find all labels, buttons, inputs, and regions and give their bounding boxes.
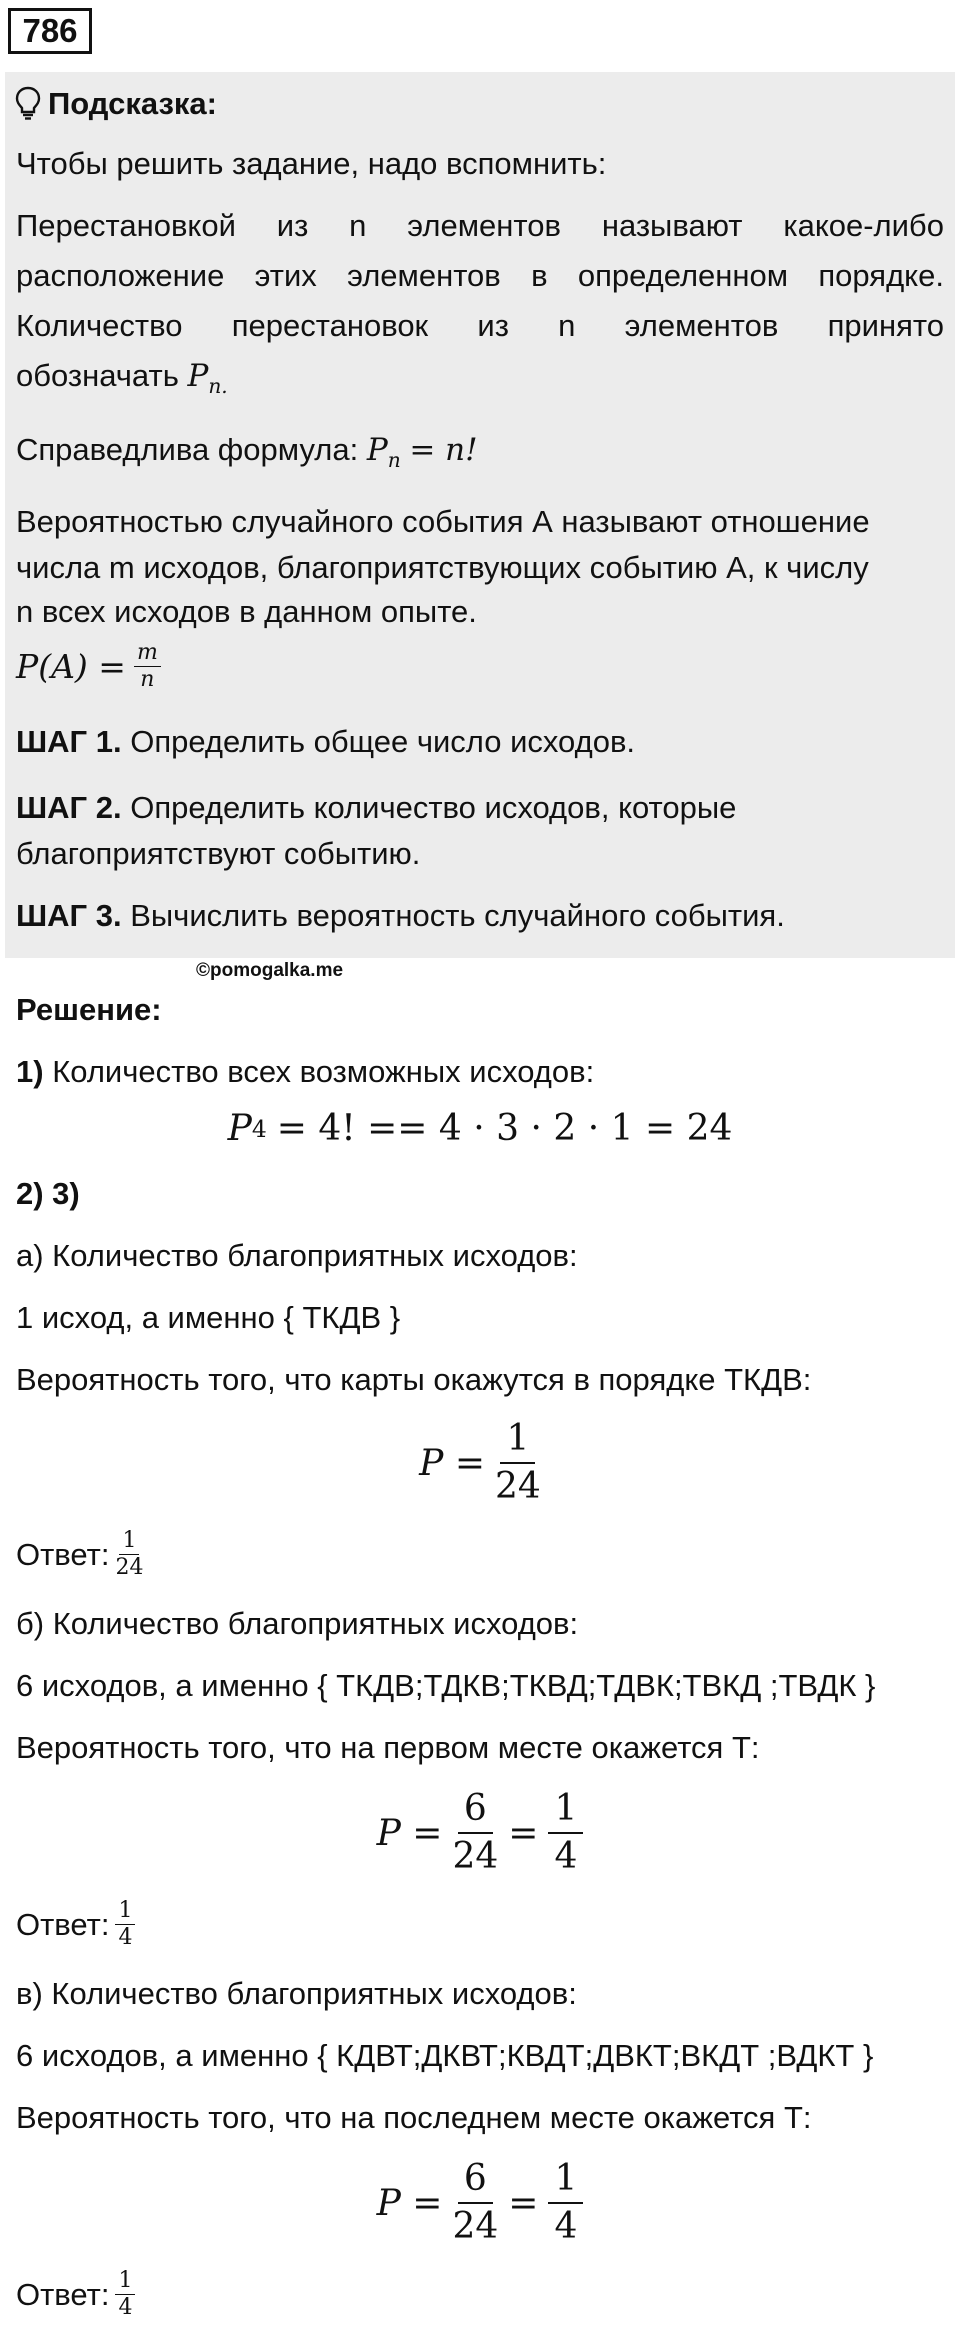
word: n [558,308,576,343]
step-label: ШАГ 3. [16,898,122,933]
word: принято [827,308,944,343]
word: определенном [577,258,789,293]
step1-formula [0,1108,960,1149]
b-formula [0,1786,960,1880]
perm-symbol-sub: n. [208,374,228,399]
lightbulb-icon [14,86,42,120]
step-text: Количество всех возможных исходов: [52,1054,595,1089]
fraction-denominator: n [140,667,155,692]
fraction-denominator: 4 [554,1836,578,1877]
b-answer [16,1898,135,1951]
word: расположение [16,258,225,293]
formula-lhs: P = [419,1442,486,1484]
hint-title: Подсказка: [48,86,217,121]
fraction [452,1786,498,1880]
b-line3: Вероятность того, что на первом месте окажется Т: [16,1730,760,1765]
fraction-numerator: 1 [548,1786,583,1834]
word: элементов [347,258,501,293]
solution-step23: 2) 3) [16,1176,80,1211]
answer-fraction [115,1528,143,1581]
hint-perm-line4 [16,354,228,408]
formula-lhs-sub: n [387,448,401,473]
step-label: ШАГ 2. [16,790,122,825]
a-line1: а) Количество благоприятных исходов: [16,1238,578,1273]
word: элементов [624,308,779,343]
fraction-denominator: 24 [115,1555,144,1580]
fraction-denominator: 24 [495,1466,541,1507]
answer-label: Ответ: [16,2276,110,2312]
answer-label: Ответ: [16,1536,110,1572]
hint-step3 [16,894,785,938]
word: из [477,308,509,343]
solution-step1 [16,1050,594,1094]
step-text: Вычислить вероятность случайного события. [130,898,785,933]
hint-prob-line2: числа m исходов, благоприятствующих событию А, к числу [16,550,869,585]
fraction-denominator: 24 [452,1836,499,1877]
hint-intro: Чтобы решить задание, надо вспомнить: [16,146,607,181]
text: обозначать [16,358,179,393]
step-text: Определить количество исходов, которые [130,790,737,825]
hint-prob-line1: Вероятностью случайного события А называют отношение [16,504,870,539]
step-label: 1) [16,1054,44,1089]
b-line1: б) Количество благоприятных исходов: [16,1606,579,1641]
hint-step2 [16,786,736,830]
word: в [531,258,548,293]
hint-perm-line3 [16,304,944,348]
a-line2: 1 исход, а именно { ТКДВ } [16,1300,401,1335]
perm-symbol: P [187,358,209,394]
c-answer [16,2268,135,2321]
hint-header [14,82,217,126]
hint-step2-cont: благоприятствуют событию. [16,836,421,871]
fraction-numerator: 6 [458,2156,493,2204]
word: элементов [407,208,561,243]
a-answer [16,1528,143,1581]
word: Количество [16,308,183,343]
word: из [276,208,309,243]
step-text: Определить общее число исходов. [130,724,636,759]
fraction-numerator: m [134,640,161,667]
b-line2: 6 исходов, а именно { ТКДВ;ТДКВ;ТКВД;ТДВК;ТВКД ;ТВДК } [16,1668,876,1703]
fraction-numerator: 6 [458,1786,493,1834]
solution-title: Решение: [16,992,162,1027]
formula-label: Справедлива формула: [16,432,359,467]
word: этих [254,258,317,293]
answer-fraction [115,1898,135,1951]
fraction [452,2156,498,2250]
formula-lhs: P = [376,2182,443,2224]
formula-lhs: P = [376,1812,443,1854]
fraction-denominator: 4 [118,2295,133,2320]
word: Перестановкой [16,208,236,243]
hint-prob-line3: n всех исходов в данном опыте. [16,594,477,629]
fraction-denominator: 24 [452,2206,499,2247]
equals-sign: = [508,1812,539,1854]
formula-sub: 4 [251,1114,267,1143]
word: какое-либо [783,208,944,243]
word: порядке. [818,258,944,293]
hint-perm-line2 [16,254,944,298]
fraction-numerator: 1 [115,2268,135,2295]
word: перестановок [231,308,429,343]
prob-formula-lhs: P(A) = [16,647,126,686]
formula-rhs: = n! [409,432,478,468]
step-label: ШАГ 1. [16,724,122,759]
hint-step1 [16,720,635,764]
answer-label: Ответ: [16,1906,110,1942]
equals-sign: = [508,2182,539,2224]
fraction-numerator: 1 [500,1416,535,1464]
fraction [548,1786,583,1880]
c-formula [0,2156,960,2250]
fraction-numerator: 1 [115,1898,135,1925]
formula-lhs: P [366,432,388,468]
hint-prob-formula [16,640,161,693]
prob-fraction [134,640,161,693]
task-number: 786 [8,8,92,54]
fraction-numerator: 1 [119,1528,139,1555]
hint-formula [16,428,478,482]
c-line2: 6 исходов, а именно { КДВТ;ДКВТ;КВДТ;ДВКТ;ВКДТ ;ВДКТ } [16,2038,874,2073]
answer-fraction [115,2268,135,2321]
fraction-denominator: 4 [554,2206,578,2247]
fraction [495,1416,541,1510]
fraction-numerator: 1 [548,2156,583,2204]
formula-p: P [227,1108,252,1149]
c-line1: в) Количество благоприятных исходов: [16,1976,577,2011]
fraction [548,2156,583,2250]
a-formula [0,1416,960,1510]
c-line3: Вероятность того, что на последнем месте окажется Т: [16,2100,812,2135]
formula-rest: = 4! == 4 · 3 · 2 · 1 = 24 [276,1108,733,1149]
fraction-denominator: 4 [118,1925,133,1950]
word: n [349,208,367,243]
a-line3: Вероятность того, что карты окажутся в порядке ТКДВ: [16,1362,812,1397]
hint-perm-line1 [16,204,944,248]
word: называют [601,208,743,243]
watermark: ©pomogalka.me [196,960,344,981]
